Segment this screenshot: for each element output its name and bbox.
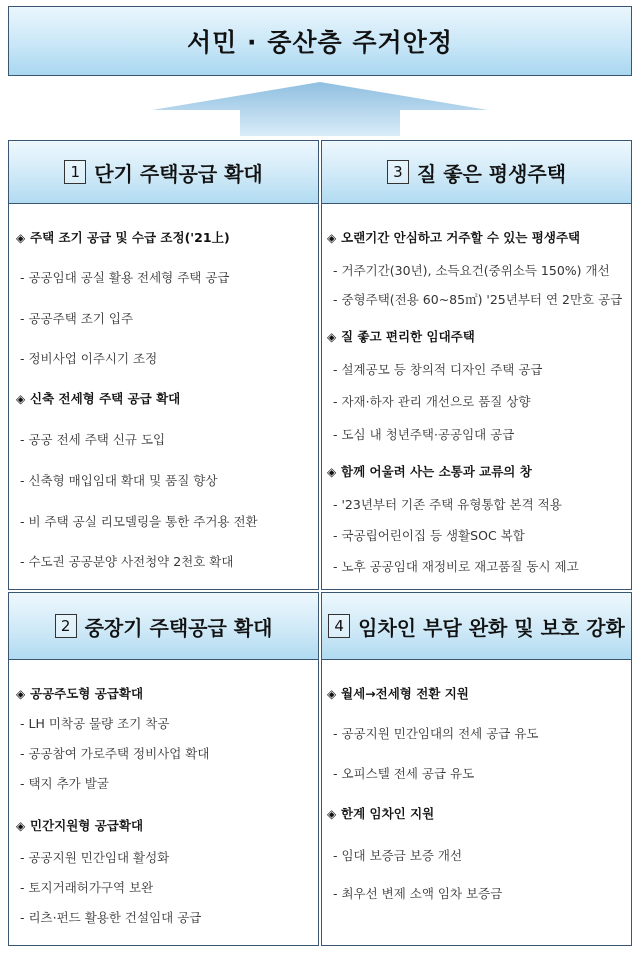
section-heading: ◈ 신축 전세형 주택 공급 확대 — [16, 391, 181, 406]
page-title: 서민 · 중산층 주거안정 — [187, 28, 453, 57]
list-item: - 설계공모 등 창의적 디자인 주택 공급 — [333, 362, 543, 377]
panel-2-body — [8, 660, 319, 946]
panel-1-header — [8, 140, 319, 204]
panel-3-header — [321, 140, 632, 204]
list-item: - 공공 전세 주택 신규 도입 — [20, 432, 166, 447]
panel-heading: 질 좋은 평생주택 — [416, 161, 567, 186]
list-item: - 임대 보증금 보증 개선 — [333, 848, 463, 863]
list-item: - 공공지원 민간임대 활성화 — [20, 850, 170, 865]
diamond-bullet-icon: ◈ — [16, 819, 26, 833]
panel-heading: 임차인 부담 완화 및 보호 강화 — [358, 615, 625, 640]
section-heading: ◈ 함께 어울려 사는 소통과 교류의 창 — [327, 464, 532, 479]
diamond-bullet-icon: ◈ — [327, 687, 337, 701]
diamond-bullet-icon: ◈ — [327, 330, 337, 344]
panel-heading: 단기 주택공급 확대 — [94, 161, 263, 186]
list-item: - 공공지원 민간임대의 전세 공급 유도 — [333, 726, 539, 741]
list-item: - 거주기간(30년), 소득요건(중위소득 150%) 개선 — [333, 263, 610, 278]
list-item: - LH 미착공 물량 조기 착공 — [20, 716, 170, 731]
panel-number: 1 — [64, 160, 86, 184]
list-item: - 오피스텔 전세 공급 유도 — [333, 766, 475, 781]
panel-number: 4 — [328, 614, 350, 638]
list-item: - 공공참여 가로주택 정비사업 확대 — [20, 746, 210, 761]
diamond-bullet-icon: ◈ — [327, 807, 337, 821]
list-item: - 리츠·펀드 활용한 건설임대 공급 — [20, 910, 202, 925]
panel-number: 3 — [387, 160, 409, 184]
list-item: - 비 주택 공실 리모델링을 통한 주거용 전환 — [20, 514, 258, 529]
panel-2-header — [8, 592, 319, 660]
section-heading: ◈ 오랜기간 안심하고 거주할 수 있는 평생주택 — [327, 230, 581, 245]
section-heading: ◈ 주택 조기 공급 및 수급 조정('21上) — [16, 230, 230, 245]
list-item: - 최우선 변제 소액 임차 보증금 — [333, 886, 503, 901]
list-item: - 도심 내 청년주택·공공임대 공급 — [333, 427, 515, 442]
diamond-bullet-icon: ◈ — [327, 231, 337, 245]
panel-heading: 중장기 주택공급 확대 — [84, 615, 273, 640]
section-heading: ◈ 공공주도형 공급확대 — [16, 686, 144, 701]
list-item: - 수도권 공공분양 사전청약 2천호 확대 — [20, 554, 234, 569]
up-arrow-icon — [150, 80, 490, 136]
title-box — [8, 6, 632, 76]
panel-4-header — [321, 592, 632, 660]
diamond-bullet-icon: ◈ — [327, 465, 337, 479]
panel-number: 2 — [55, 614, 77, 638]
list-item: - 공공임대 공실 활용 전세형 주택 공급 — [20, 270, 230, 285]
diamond-bullet-icon: ◈ — [16, 231, 26, 245]
list-item: - 노후 공공임대 재정비로 재고품질 동시 제고 — [333, 559, 579, 574]
list-item: - 자재·하자 관리 개선으로 품질 상향 — [333, 394, 531, 409]
list-item: - 신축형 매입임대 확대 및 품질 향상 — [20, 473, 218, 488]
section-heading: ◈ 질 좋고 편리한 임대주택 — [327, 329, 475, 344]
list-item: - 택지 추가 발굴 — [20, 776, 109, 791]
diamond-bullet-icon: ◈ — [16, 392, 26, 406]
section-heading: ◈ 한계 임차인 지원 — [327, 806, 435, 821]
diamond-bullet-icon: ◈ — [16, 687, 26, 701]
panel-4-body — [321, 660, 632, 946]
section-heading: ◈ 월세→전세형 전환 지원 — [327, 686, 469, 701]
list-item: - 중형주택(전용 60~85㎡) '25년부터 연 2만호 공급 — [333, 292, 623, 307]
list-item: - 국공립어린이집 등 생활SOC 복합 — [333, 528, 525, 543]
list-item: - 토지거래허가구역 보완 — [20, 880, 154, 895]
list-item: - 정비사업 이주시기 조정 — [20, 351, 158, 366]
list-item: - 공공주택 조기 입주 — [20, 311, 134, 326]
section-heading: ◈ 민간지원형 공급확대 — [16, 818, 144, 833]
list-item: - '23년부터 기존 주택 유형통합 본격 적용 — [333, 497, 562, 512]
